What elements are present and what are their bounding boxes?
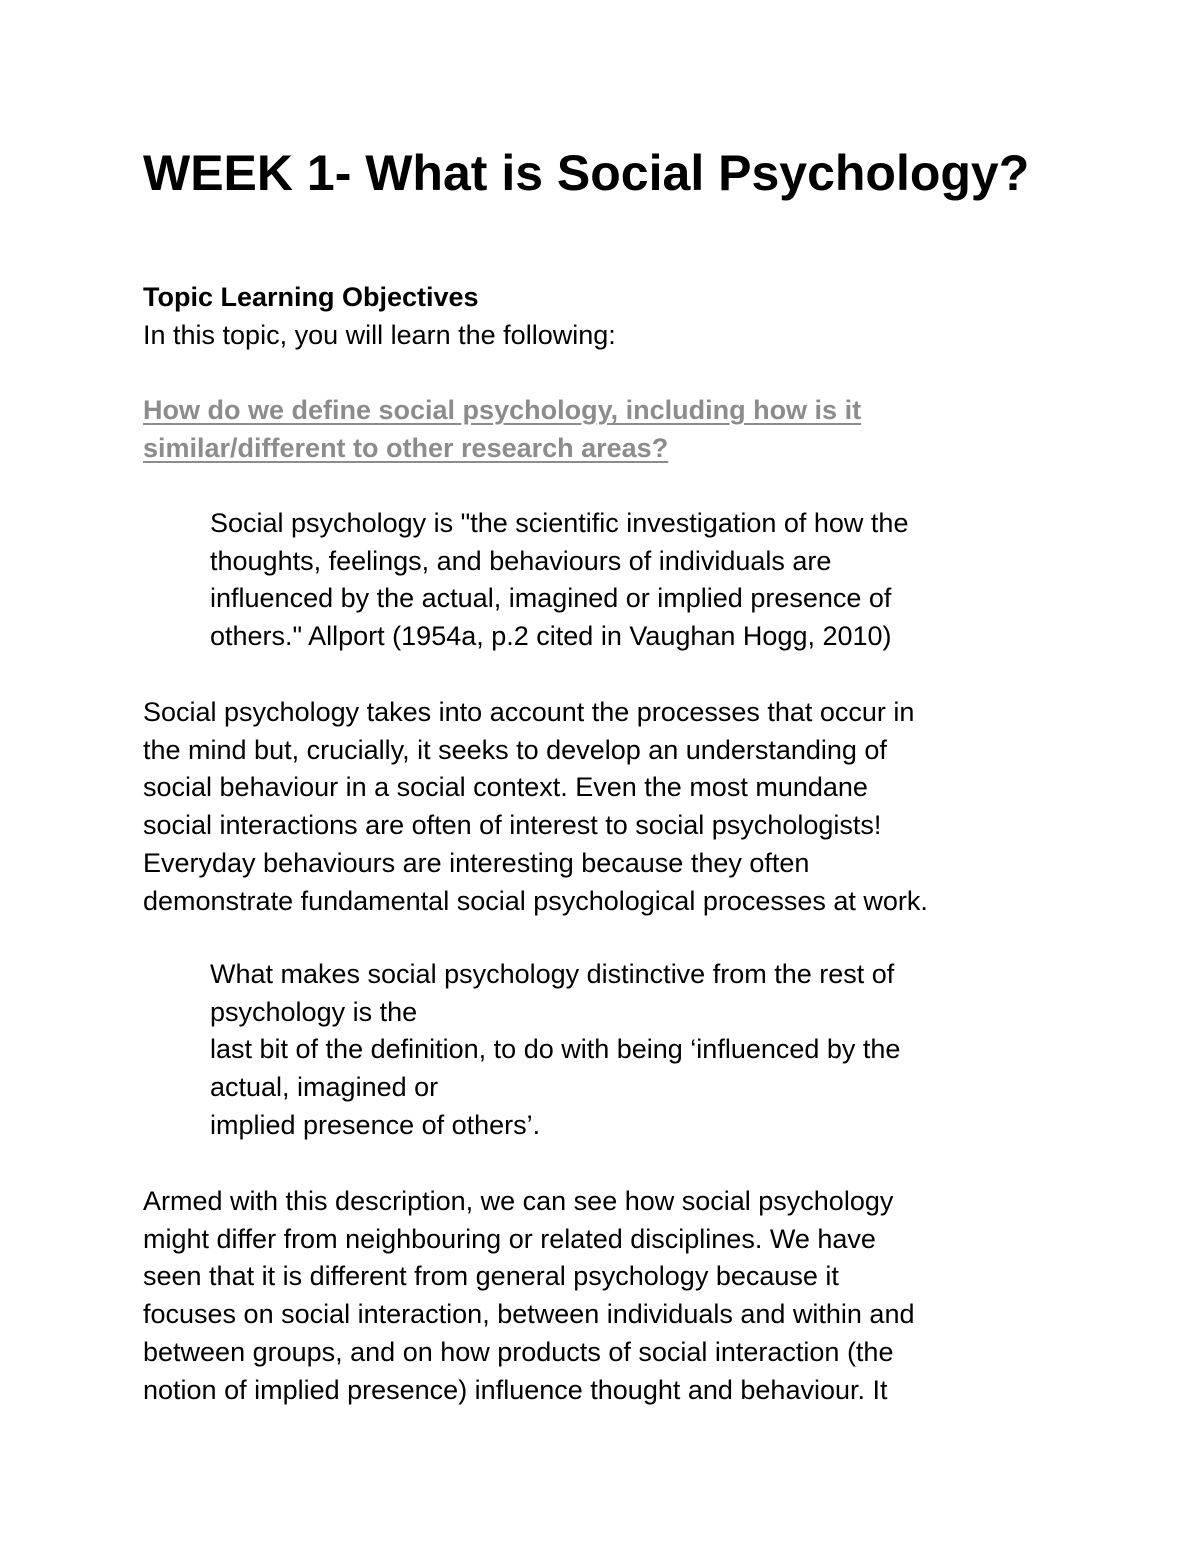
paragraph-line: demonstrate fundamental social psychological processes at work. bbox=[143, 885, 928, 916]
quote-line: psychology is the bbox=[210, 996, 418, 1027]
section-heading: Topic Learning Objectives bbox=[143, 282, 479, 312]
quote-line: last bit of the definition, to do with being ‘influenced by the bbox=[210, 1034, 901, 1065]
quote-line: others." Allport (1954a, p.2 cited in Vaughan Hogg, 2010) bbox=[210, 621, 892, 652]
body-paragraph bbox=[143, 1183, 914, 1409]
quote-line: actual, imagined or bbox=[210, 1072, 439, 1103]
quote-line: Social psychology is "the scientific investigation of how the bbox=[210, 508, 909, 538]
objective-link-line: similar/different to other research areas? bbox=[143, 432, 669, 463]
objective-link[interactable] bbox=[143, 392, 861, 467]
paragraph-line: social interactions are often of interest to social psychologists! bbox=[143, 810, 882, 841]
objective-link-line: How do we define social psychology, including how is it bbox=[143, 395, 862, 425]
paragraph-line: notion of implied presence) influence thought and behaviour. It bbox=[143, 1374, 888, 1405]
paragraph-line: Armed with this description, we can see how social psychology bbox=[143, 1186, 894, 1216]
paragraph-line: Everyday behaviours are interesting because they often bbox=[143, 847, 810, 878]
paragraph-line: focuses on social interaction, between individuals and within and bbox=[143, 1299, 915, 1330]
paragraph-line: between groups, and on how products of social interaction (the bbox=[143, 1336, 894, 1367]
body-paragraph bbox=[143, 694, 928, 920]
quote-line: influenced by the actual, imagined or implied presence of bbox=[210, 583, 892, 614]
paragraph-line: might differ from neighbouring or related disciplines. We have bbox=[143, 1223, 876, 1254]
paragraph-line: Social psychology takes into account the processes that occur in bbox=[143, 697, 915, 727]
quote-line: implied presence of others’. bbox=[210, 1109, 541, 1140]
distinctive-quote bbox=[210, 956, 900, 1145]
paragraph-line: seen that it is different from general psychology because it bbox=[143, 1261, 839, 1292]
paragraph-line: the mind but, crucially, it seeks to develop an understanding of bbox=[143, 734, 887, 765]
page-title: WEEK 1- What is Social Psychology? bbox=[143, 145, 1030, 201]
quote-line: thoughts, feelings, and behaviours of individuals are bbox=[210, 545, 832, 576]
paragraph-line: social behaviour in a social context. Even the most mundane bbox=[143, 772, 868, 803]
definition-quote bbox=[210, 505, 908, 656]
quote-line: What makes social psychology distinctive from the rest of bbox=[210, 959, 895, 989]
intro-text: In this topic, you will learn the following: bbox=[143, 320, 616, 350]
